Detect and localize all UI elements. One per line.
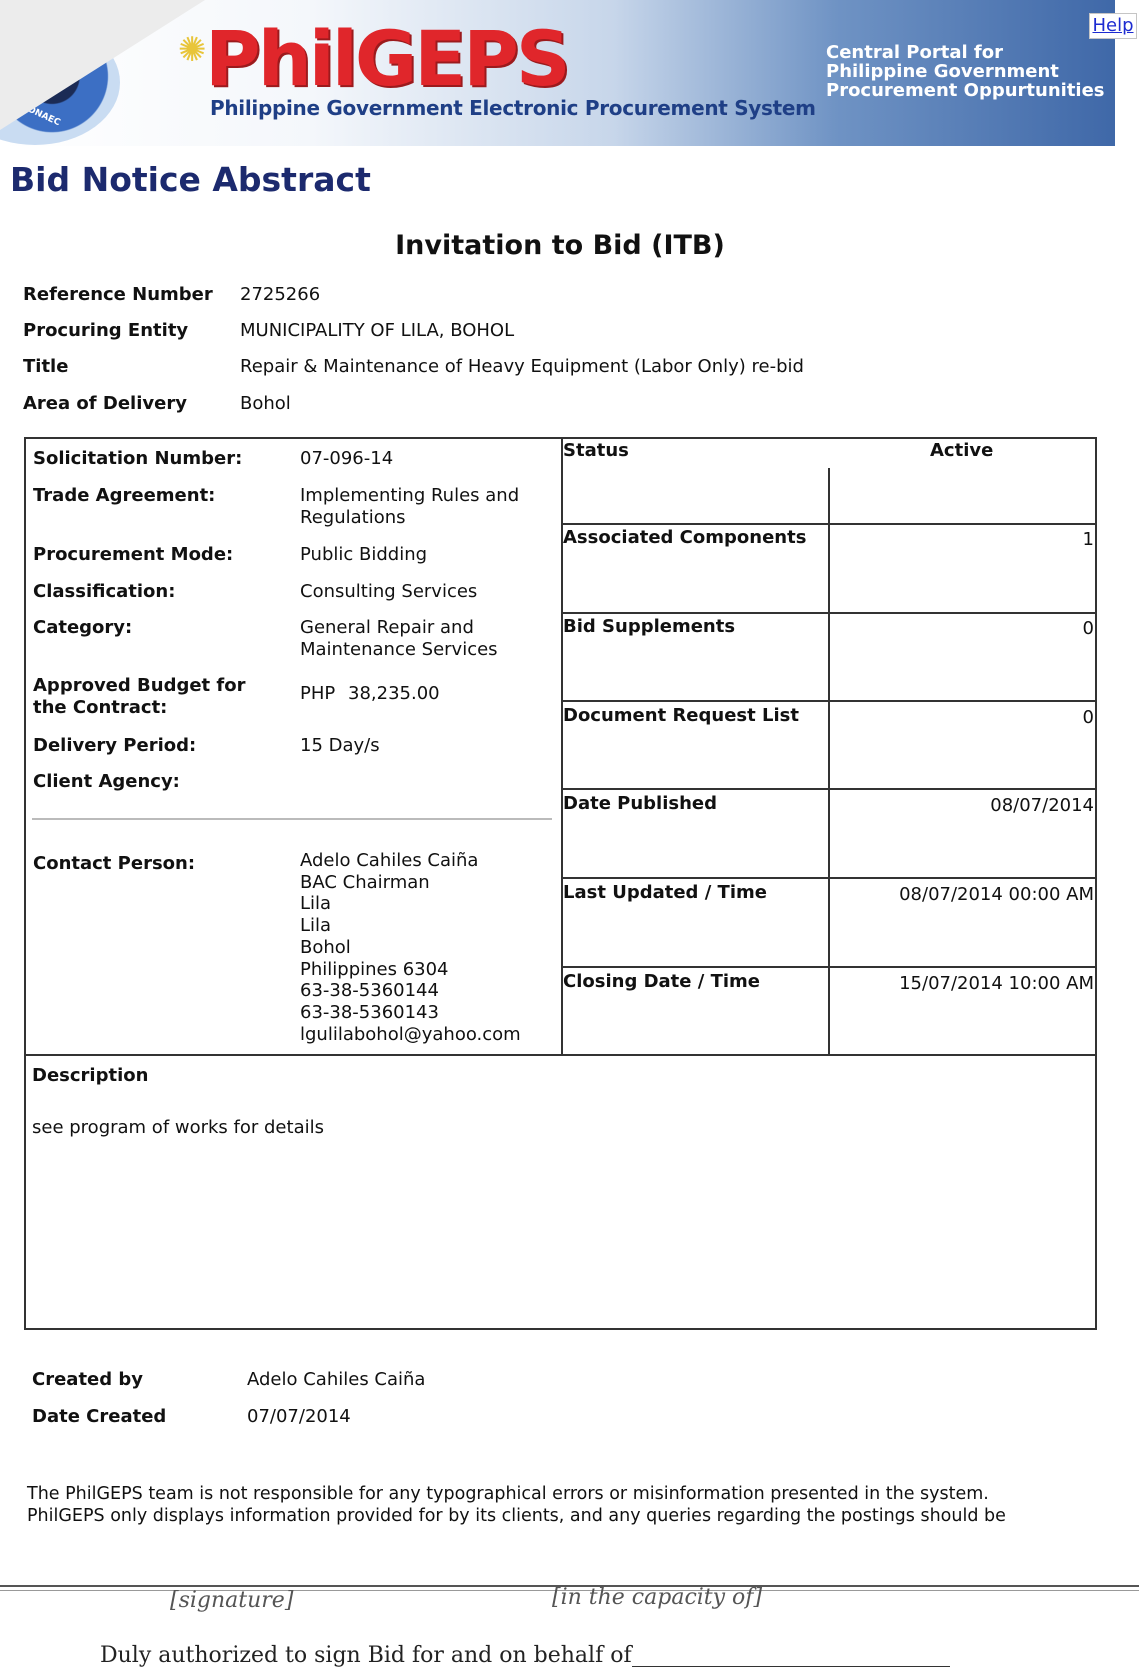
contact-phone: 63-38-5360144	[300, 980, 439, 1002]
trade-agreement-label: Trade Agreement:	[33, 485, 216, 506]
document-request-list-label: Document Request List	[563, 705, 799, 726]
closing-date-label: Closing Date / Time	[563, 971, 761, 992]
contact-name: Adelo Cahiles Caiña	[300, 850, 479, 871]
date-created-value: 07/07/2014	[247, 1406, 351, 1427]
status-label: Status	[563, 440, 629, 461]
disclaimer	[27, 1483, 1117, 1527]
contact-divider	[32, 818, 552, 820]
sun-icon: ✺	[178, 30, 207, 70]
logo-subtitle: Philippine Government Electronic Procurement System	[210, 96, 816, 120]
contact-country: Philippines 6304	[300, 958, 449, 980]
area-of-delivery-label: Area of Delivery	[23, 393, 187, 414]
description-text: see program of works for details	[32, 1117, 324, 1138]
associated-components-label: Associated Components	[563, 527, 807, 548]
closing-date-value: 15/07/2014 10:00 AM	[899, 973, 1094, 994]
associated-components-value: 1	[1082, 529, 1094, 550]
status-top-border	[561, 437, 1097, 439]
area-of-delivery-value: Bohol	[240, 393, 291, 414]
created-by-label: Created by	[32, 1369, 144, 1390]
signature-hint: [signature]	[170, 1588, 294, 1613]
signature-blank-line	[632, 1666, 950, 1667]
category-value-1: General Repair and	[300, 617, 474, 638]
contact-province: Bohol	[300, 936, 351, 958]
title-label: Title	[23, 356, 69, 377]
contact-address-line: Lila	[300, 915, 332, 937]
abc-label-2: the Contract:	[33, 697, 168, 718]
procurement-mode-value: Public Bidding	[300, 544, 428, 565]
contact-address-line: Lila	[300, 893, 332, 915]
classification-label: Classification:	[33, 581, 176, 602]
portal-tagline	[826, 43, 1116, 100]
contact-email: lgulilabohol@yahoo.com	[300, 1023, 521, 1045]
status-row-border	[561, 966, 1097, 968]
reference-number-value: 2725266	[240, 284, 321, 305]
portal-line-3: Procurement Oppurtunities	[826, 80, 1105, 101]
status-value: Active	[930, 440, 994, 461]
help-link[interactable]: Help	[1089, 13, 1137, 39]
status-row-border	[561, 877, 1097, 879]
category-label: Category:	[33, 617, 133, 638]
notice-type-heading: Invitation to Bid (ITB)	[395, 230, 725, 261]
last-updated-label: Last Updated / Time	[563, 882, 767, 903]
contact-position: BAC Chairman	[300, 871, 430, 893]
contact-fax: 63-38-5360143	[300, 1001, 439, 1023]
status-row-border	[561, 523, 1097, 525]
capacity-hint: [in the capacity of]	[552, 1585, 763, 1610]
status-row-border	[561, 788, 1097, 790]
description-label: Description	[32, 1065, 149, 1086]
title-value: Repair & Maintenance of Heavy Equipment (Labor Only) re-bid	[240, 356, 804, 377]
category-value-2: Maintenance Services	[300, 639, 498, 660]
date-published-label: Date Published	[563, 793, 718, 814]
trade-agreement-value-2: Regulations	[300, 507, 406, 528]
philgeps-logo: PhilGEPS	[205, 14, 568, 103]
procurement-mode-label: Procurement Mode:	[33, 544, 234, 565]
solicitation-number-label: Solicitation Number:	[33, 448, 243, 469]
status-row-border	[561, 700, 1097, 702]
client-agency-label: Client Agency:	[33, 771, 180, 792]
procuring-entity-value: MUNICIPALITY OF LILA, BOHOL	[240, 320, 515, 341]
status-row-border	[561, 612, 1097, 614]
date-published-value: 08/07/2014	[990, 795, 1094, 816]
description-top-border	[24, 1054, 1097, 1056]
procuring-entity-label: Procuring Entity	[23, 320, 189, 341]
abc-amount: 38,235.00	[348, 683, 440, 704]
solicitation-number-value: 07-096-14	[300, 448, 394, 469]
seal-text: CONAEC	[19, 101, 62, 129]
delivery-period-value: 15 Day/s	[300, 735, 380, 756]
reference-number-label: Reference Number	[23, 284, 213, 305]
created-by-value: Adelo Cahiles Caiña	[247, 1369, 426, 1390]
trade-agreement-value-1: Implementing Rules and	[300, 485, 520, 506]
disclaimer-line-1: The PhilGEPS team is not responsible for any typographical errors or misinformation presented in the system.	[27, 1484, 989, 1504]
abc-label-1: Approved Budget for	[33, 675, 246, 696]
disclaimer-line-2: PhilGEPS only displays information provided for by its clients, and any queries regarding the postings should be	[27, 1506, 1006, 1526]
page-fold	[0, 0, 205, 130]
contact-person-block	[300, 850, 521, 1045]
contact-person-label: Contact Person:	[33, 853, 196, 874]
delivery-period-label: Delivery Period:	[33, 735, 197, 756]
last-updated-value: 08/07/2014 00:00 AM	[899, 884, 1094, 905]
page-title: Bid Notice Abstract	[10, 160, 371, 199]
abc-currency: PHP	[300, 683, 336, 704]
document-request-list-value: 0	[1082, 707, 1094, 728]
portal-line-1: Central Portal for	[826, 42, 1003, 63]
classification-value: Consulting Services	[300, 581, 478, 602]
bid-supplements-value: 0	[1082, 618, 1094, 639]
bid-supplements-label: Bid Supplements	[563, 616, 736, 637]
duly-authorized-text: Duly authorized to sign Bid for and on behalf of	[100, 1643, 632, 1668]
date-created-label: Date Created	[32, 1406, 167, 1427]
portal-line-2: Philippine Government	[826, 61, 1059, 82]
